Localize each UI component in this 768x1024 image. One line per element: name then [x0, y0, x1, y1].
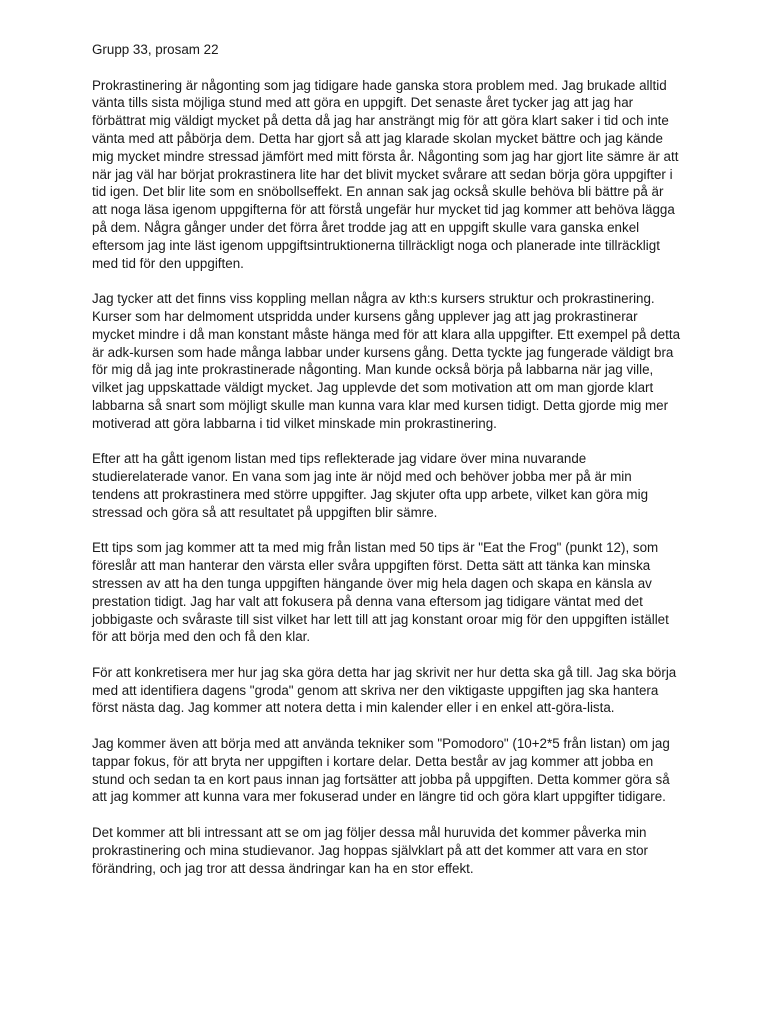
- paragraph-4: Ett tips som jag kommer att ta med mig från listan med 50 tips är "Eat the Frog" (punkt 12), som föreslår att man hanterar den värsta eller svåra uppgiften först. Detta sätt att tänka kan minska stressen av att ha den tunga uppgiften hängande över mig hela dagen och skapa en känsla av prestation tidigt. Jag har valt att fokusera på denna vana eftersom jag tidigare väntat med det jobbigaste och svåraste till sist vilket har lett till att jag konstant oroar mig för den uppgiften istället för att börja med den och få den klar.: [92, 540, 669, 645]
- paragraph-6: Jag kommer även att börja med att använda tekniker som "Pomodoro" (10+2*5 från listan) om jag tappar fokus, för att bryta ner uppgiften i kortare delar. Detta består av jag kommer att jobba en stund och sedan ta en kort paus innan jag fortsätter att jobba på uppgiften. Detta kommer göra så att jag kommer att kunna vara mer fokuserad under en längre tid och göra klart uppgifter tidigare.: [92, 736, 670, 805]
- document-header: Grupp 33, prosam 22: [92, 42, 219, 57]
- paragraph-5: För att konkretisera mer hur jag ska göra detta har jag skrivit ner hur detta ska gå till. Jag ska börja med att identifiera dagens "groda" genom att skriva ner den viktigaste uppgiften jag ska hantera först nästa dag. Jag kommer att notera detta i min kalender eller i en enkel att-göra-lista.: [92, 664, 677, 716]
- document-page: [92, 41, 680, 877]
- paragraph-3: Efter att ha gått igenom listan med tips reflekterade jag vidare över mina nuvarande studierelaterade vanor. En vana som jag inte är nöjd med och behöver jobba mer på är min tendens att prokrastinera med större uppgifter. Jag skjuter ofta upp arbete, vilket kan göra mig stressad och göra så att resultatet på uppgiften blir sämre.: [92, 451, 649, 520]
- paragraph-1: Prokrastinering är någonting som jag tidigare hade ganska stora problem med. Jag brukade alltid vänta tills sista möjliga stund med att göra en uppgift. Det senaste året tycker jag att jag har förbättrat mig väldigt mycket på detta då jag har ansträngt mig för att göra klart saker i tid och inte vänta med att påbörja dem. Detta har gjort så att jag klarade skolan mycket bättre och jag kände mig mycket mindre stressad jämfört med mitt första år. Någonting som jag har gjort lite sämre är att när jag väl har börjat prokrastinera lite har det blivit mycket svårare att sedan börja göra uppgifter i tid igen. Det blir lite som en snöbollseffekt. En annan sak jag också skulle behöva bli bättre på är att noga läsa igenom uppgifterna för att förstå ungefär hur mycket tid jag kommer att behöva lägga på dem. Några gånger under det förra året trodde jag att en uppgift skulle vara ganska enkel eftersom jag inte läst igenom uppgiftsintruktionerna tillräckligt noga och planerade inte tillräckligt med tid för den uppgiften.: [92, 77, 679, 271]
- paragraph-2: Jag tycker att det finns viss koppling mellan några av kth:s kursers struktur och prokrastinering. Kurser som har delmoment utspridda under kursens gång upplever jag att jag prokrastinerar mycket mindre i då man konstant måste hänga med för att klara alla uppgifter. Ett exempel på detta är adk-kursen som hade många labbar under kursens gång. Detta tyckte jag fungerade väldigt bra för mig då jag inte prokrastinerade någonting. Man kunde också börja på labbarna när jag ville, vilket jag uppskattade väldigt mycket. Jag upplevde det som motivation att om man gjorde klart labbarna så snart som möjligt skulle man kunna vara klar med kursen tidigt. Detta gjorde mig mer motiverad att göra labbarna i tid vilket minskade min prokrastinering.: [92, 291, 681, 431]
- paragraph-7: Det kommer att bli intressant att se om jag följer dessa mål huruvida det kommer påverka min prokrastinering och mina studievanor. Jag hoppas självklart på att det kommer att vara en stor förändring, och jag tror att dessa ändringar kan ha en stor effekt.: [92, 825, 648, 876]
